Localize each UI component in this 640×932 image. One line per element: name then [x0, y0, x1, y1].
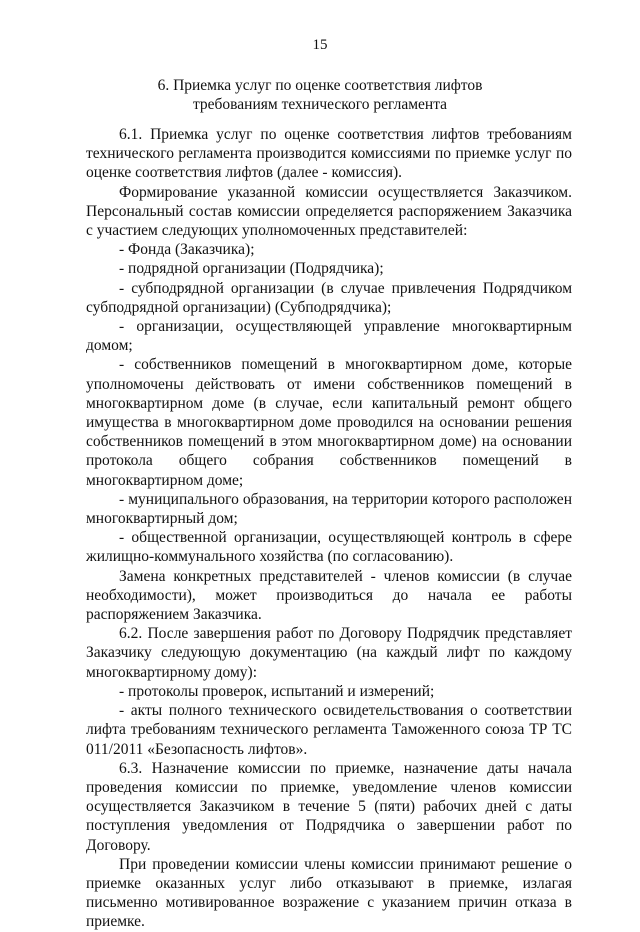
- section-title-line-2: требованиям технического регламента: [192, 96, 448, 113]
- paragraph-6-1: 6.1. Приемка услуг по оценке соответствия лифтов требованиям технического регламента производится комиссиями по приемке услуг по оценке соответствия лифтов (далее - комиссия).: [86, 126, 572, 182]
- section-heading: [0, 76, 640, 114]
- paragraph-6-3: 6.3. Назначение комиссии по приемке, назначение даты начала проведения комиссии по приемке, уведомление членов комиссии осуществляется Заказчиком в течение 5 (пяти) рабочих дней с даты поступления уведомления от Подрядчика о завершении работ по Договору.: [86, 759, 572, 854]
- list-item-owners: - собственников помещений в многоквартирном доме, которые уполномочены действовать от имени собственников помещений в многоквартирном доме (в случае, если капитальный ремонт общего имущества в многоквартирном доме проводился на основании решения собственников помещений в этом многоквартирном доме) на основании протокола общего собрания собственников помещений в многоквартирном доме;: [86, 356, 572, 489]
- paragraph-acceptance-decision: При проведении комиссии члены комиссии принимают решение о приемке оказанных услуг либо отказывают в приемке, излагая письменно мотивированное возражение с указанием причин отказа в приемке.: [86, 855, 572, 931]
- list-item-municipality: - муниципального образования, на территории которого расположен многоквартирный дом;: [86, 490, 572, 528]
- document-body: [86, 125, 572, 932]
- list-item-contractor: - подрядной организации (Подрядчика);: [119, 260, 384, 278]
- section-title-line-1: 6. Приемка услуг по оценке соответствия лифтов: [157, 77, 483, 94]
- paragraph-commission-formation: Формирование указанной комиссии осуществляется Заказчиком. Персональный состав комиссии определяется распоряжением Заказчика с участием следующих уполномоченных представителей:: [86, 183, 572, 240]
- list-item-fund: - Фонда (Заказчика);: [119, 241, 255, 259]
- list-item-subcontractor: - субподрядной организации (в случае привлечения Подрядчиком субподрядной организации) (Субподрядчика);: [86, 279, 572, 316]
- list-item-acts: - акты полного технического освидетельствования о соответствии лифта требованиям технического регламента Таможенного союза ТР ТС 011/2011 «Безопасность лифтов».: [86, 702, 572, 758]
- list-item-protocols: - протоколы проверок, испытаний и измерений;: [119, 682, 435, 700]
- list-item-public-org: - общественной организации, осуществляющей контроль в сфере жилищно-коммунального хозяйства (по согласованию).: [86, 529, 572, 566]
- page-number: 15: [312, 37, 328, 53]
- paragraph-6-2: 6.2. После завершения работ по Договору Подрядчик представляет Заказчику следующую документацию (на каждый лифт по каждому многоквартирному дому):: [86, 625, 572, 681]
- paragraph-replacement: Замена конкретных представителей - членов комиссии (в случае необходимости), может производиться до начала ее работы распоряжением Заказчика.: [86, 567, 572, 624]
- list-item-management-org: - организации, осуществляющей управление многоквартирным домом;: [86, 318, 572, 355]
